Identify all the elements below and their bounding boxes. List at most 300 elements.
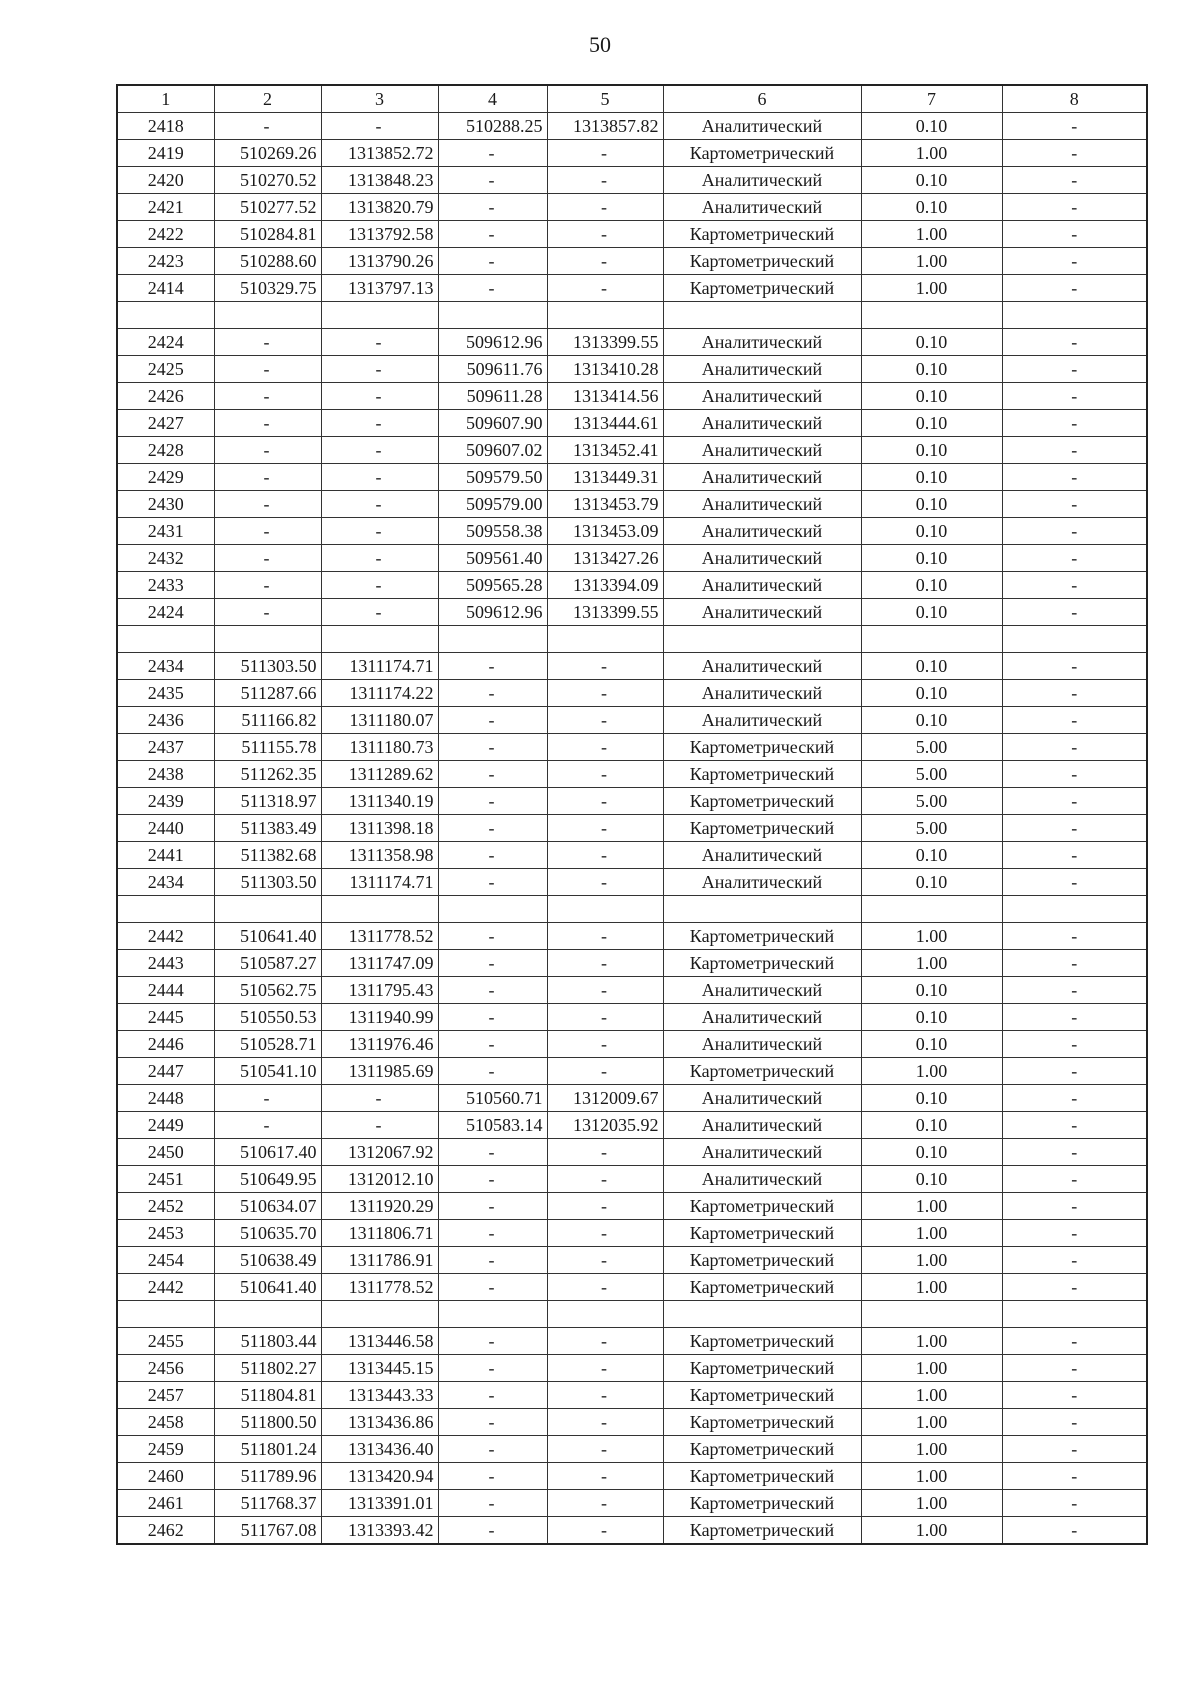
x-coord-cell: - xyxy=(214,518,321,545)
y-coord-alt-cell: 1313427.26 xyxy=(547,545,663,572)
table-row xyxy=(117,1058,1147,1085)
x-coord-alt-cell: - xyxy=(438,842,547,869)
x-coord-alt-cell: - xyxy=(438,1004,547,1031)
table-row xyxy=(117,275,1147,302)
table-row xyxy=(117,680,1147,707)
table-row xyxy=(117,194,1147,221)
method-cell: Картометрический xyxy=(663,1274,861,1301)
method-cell: Аналитический xyxy=(663,1166,861,1193)
separator-row xyxy=(117,626,1147,653)
y-coord-cell: 1313797.13 xyxy=(321,275,438,302)
table-row xyxy=(117,653,1147,680)
x-coord-cell xyxy=(214,896,321,923)
point-number-cell: 2460 xyxy=(117,1463,214,1490)
note-cell: - xyxy=(1002,1193,1147,1220)
y-coord-alt-cell xyxy=(547,626,663,653)
accuracy-cell xyxy=(861,302,1002,329)
table-row xyxy=(117,842,1147,869)
y-coord-cell: 1311180.73 xyxy=(321,734,438,761)
table-header-row xyxy=(117,85,1147,113)
x-coord-cell: 510329.75 xyxy=(214,275,321,302)
point-number-cell xyxy=(117,896,214,923)
header-cell: 8 xyxy=(1002,85,1147,113)
point-number-cell: 2434 xyxy=(117,653,214,680)
y-coord-cell: 1313420.94 xyxy=(321,1463,438,1490)
method-cell: Аналитический xyxy=(663,599,861,626)
y-coord-cell: 1313446.58 xyxy=(321,1328,438,1355)
accuracy-cell: 5.00 xyxy=(861,761,1002,788)
x-coord-alt-cell: 509612.96 xyxy=(438,329,547,356)
table-row xyxy=(117,464,1147,491)
y-coord-alt-cell: 1313394.09 xyxy=(547,572,663,599)
accuracy-cell: 1.00 xyxy=(861,221,1002,248)
x-coord-cell: - xyxy=(214,1085,321,1112)
point-number-cell: 2453 xyxy=(117,1220,214,1247)
y-coord-alt-cell: - xyxy=(547,1517,663,1545)
x-coord-alt-cell: - xyxy=(438,1517,547,1545)
point-number-cell: 2438 xyxy=(117,761,214,788)
x-coord-alt-cell: 509579.50 xyxy=(438,464,547,491)
y-coord-cell: - xyxy=(321,383,438,410)
point-number-cell: 2419 xyxy=(117,140,214,167)
accuracy-cell: 1.00 xyxy=(861,1490,1002,1517)
method-cell: Аналитический xyxy=(663,977,861,1004)
method-cell: Картометрический xyxy=(663,1193,861,1220)
point-number-cell: 2462 xyxy=(117,1517,214,1545)
method-cell xyxy=(663,896,861,923)
accuracy-cell: 1.00 xyxy=(861,950,1002,977)
note-cell: - xyxy=(1002,437,1147,464)
accuracy-cell: 1.00 xyxy=(861,1355,1002,1382)
y-coord-cell: - xyxy=(321,437,438,464)
note-cell: - xyxy=(1002,1355,1147,1382)
x-coord-cell: 511262.35 xyxy=(214,761,321,788)
x-coord-cell: 510269.26 xyxy=(214,140,321,167)
method-cell: Аналитический xyxy=(663,329,861,356)
x-coord-cell: 511318.97 xyxy=(214,788,321,815)
method-cell: Картометрический xyxy=(663,923,861,950)
y-coord-alt-cell: - xyxy=(547,653,663,680)
y-coord-alt-cell: 1312009.67 xyxy=(547,1085,663,1112)
note-cell: - xyxy=(1002,923,1147,950)
x-coord-alt-cell: 509565.28 xyxy=(438,572,547,599)
note-cell: - xyxy=(1002,1058,1147,1085)
note-cell xyxy=(1002,896,1147,923)
table-row xyxy=(117,1004,1147,1031)
x-coord-cell: 511155.78 xyxy=(214,734,321,761)
y-coord-cell: 1311289.62 xyxy=(321,761,438,788)
x-coord-alt-cell: - xyxy=(438,1193,547,1220)
point-number-cell: 2427 xyxy=(117,410,214,437)
y-coord-cell: - xyxy=(321,113,438,140)
x-coord-alt-cell: - xyxy=(438,923,547,950)
y-coord-cell: 1313443.33 xyxy=(321,1382,438,1409)
note-cell: - xyxy=(1002,869,1147,896)
y-coord-cell xyxy=(321,626,438,653)
method-cell: Аналитический xyxy=(663,572,861,599)
note-cell xyxy=(1002,1301,1147,1328)
note-cell: - xyxy=(1002,275,1147,302)
x-coord-alt-cell: - xyxy=(438,1409,547,1436)
y-coord-cell xyxy=(321,302,438,329)
header-cell: 6 xyxy=(663,85,861,113)
x-coord-cell: 510649.95 xyxy=(214,1166,321,1193)
method-cell: Картометрический xyxy=(663,815,861,842)
x-coord-cell: 511767.08 xyxy=(214,1517,321,1545)
x-coord-cell: - xyxy=(214,464,321,491)
y-coord-cell: - xyxy=(321,599,438,626)
method-cell: Картометрический xyxy=(663,1328,861,1355)
method-cell: Аналитический xyxy=(663,1031,861,1058)
y-coord-alt-cell: - xyxy=(547,1436,663,1463)
note-cell: - xyxy=(1002,1004,1147,1031)
x-coord-alt-cell: - xyxy=(438,1166,547,1193)
y-coord-alt-cell: - xyxy=(547,167,663,194)
accuracy-cell: 1.00 xyxy=(861,1517,1002,1545)
x-coord-alt-cell: 509607.02 xyxy=(438,437,547,464)
y-coord-cell: 1312067.92 xyxy=(321,1139,438,1166)
y-coord-cell: 1311340.19 xyxy=(321,788,438,815)
accuracy-cell: 0.10 xyxy=(861,1112,1002,1139)
table-row xyxy=(117,1328,1147,1355)
table-row xyxy=(117,950,1147,977)
point-number-cell: 2422 xyxy=(117,221,214,248)
x-coord-alt-cell: 510560.71 xyxy=(438,1085,547,1112)
method-cell: Аналитический xyxy=(663,545,861,572)
table-row xyxy=(117,491,1147,518)
y-coord-alt-cell: 1313414.56 xyxy=(547,383,663,410)
point-number-cell: 2459 xyxy=(117,1436,214,1463)
y-coord-cell: - xyxy=(321,572,438,599)
x-coord-cell: - xyxy=(214,383,321,410)
note-cell: - xyxy=(1002,815,1147,842)
table-row xyxy=(117,977,1147,1004)
header-cell: 4 xyxy=(438,85,547,113)
accuracy-cell: 0.10 xyxy=(861,383,1002,410)
x-coord-alt-cell: 509607.90 xyxy=(438,410,547,437)
table-row xyxy=(117,1355,1147,1382)
accuracy-cell: 1.00 xyxy=(861,275,1002,302)
note-cell: - xyxy=(1002,680,1147,707)
method-cell: Аналитический xyxy=(663,194,861,221)
x-coord-alt-cell: - xyxy=(438,275,547,302)
method-cell: Аналитический xyxy=(663,356,861,383)
point-number-cell: 2455 xyxy=(117,1328,214,1355)
y-coord-alt-cell: - xyxy=(547,221,663,248)
y-coord-cell: 1311747.09 xyxy=(321,950,438,977)
accuracy-cell: 5.00 xyxy=(861,788,1002,815)
y-coord-cell: - xyxy=(321,545,438,572)
point-number-cell: 2428 xyxy=(117,437,214,464)
y-coord-cell: 1311795.43 xyxy=(321,977,438,1004)
x-coord-cell: 510617.40 xyxy=(214,1139,321,1166)
x-coord-alt-cell: - xyxy=(438,1328,547,1355)
point-number-cell: 2439 xyxy=(117,788,214,815)
y-coord-cell xyxy=(321,1301,438,1328)
note-cell: - xyxy=(1002,1328,1147,1355)
x-coord-alt-cell: - xyxy=(438,734,547,761)
method-cell: Картометрический xyxy=(663,761,861,788)
table-row xyxy=(117,1139,1147,1166)
x-coord-alt-cell: 510288.25 xyxy=(438,113,547,140)
note-cell: - xyxy=(1002,1517,1147,1545)
y-coord-alt-cell: - xyxy=(547,1463,663,1490)
note-cell: - xyxy=(1002,545,1147,572)
y-coord-cell: - xyxy=(321,356,438,383)
table-row xyxy=(117,329,1147,356)
note-cell: - xyxy=(1002,707,1147,734)
y-coord-cell: 1311180.07 xyxy=(321,707,438,734)
y-coord-alt-cell: - xyxy=(547,1031,663,1058)
accuracy-cell: 0.10 xyxy=(861,653,1002,680)
x-coord-cell: - xyxy=(214,599,321,626)
x-coord-alt-cell: - xyxy=(438,977,547,1004)
y-coord-cell xyxy=(321,896,438,923)
accuracy-cell: 1.00 xyxy=(861,1436,1002,1463)
note-cell: - xyxy=(1002,113,1147,140)
point-number-cell: 2420 xyxy=(117,167,214,194)
accuracy-cell: 1.00 xyxy=(861,1463,1002,1490)
method-cell: Картометрический xyxy=(663,1058,861,1085)
x-coord-alt-cell xyxy=(438,896,547,923)
method-cell: Аналитический xyxy=(663,869,861,896)
x-coord-alt-cell: - xyxy=(438,167,547,194)
x-coord-cell: 511166.82 xyxy=(214,707,321,734)
table-row xyxy=(117,815,1147,842)
x-coord-cell: 510541.10 xyxy=(214,1058,321,1085)
method-cell: Аналитический xyxy=(663,707,861,734)
coordinates-table xyxy=(116,84,1148,1545)
y-coord-cell: 1311174.71 xyxy=(321,869,438,896)
point-number-cell: 2414 xyxy=(117,275,214,302)
note-cell: - xyxy=(1002,1382,1147,1409)
method-cell: Аналитический xyxy=(663,437,861,464)
point-number-cell: 2449 xyxy=(117,1112,214,1139)
point-number-cell: 2424 xyxy=(117,329,214,356)
table-row xyxy=(117,869,1147,896)
point-number-cell: 2454 xyxy=(117,1247,214,1274)
accuracy-cell: 0.10 xyxy=(861,545,1002,572)
point-number-cell: 2421 xyxy=(117,194,214,221)
x-coord-alt-cell: - xyxy=(438,1490,547,1517)
y-coord-cell: - xyxy=(321,1085,438,1112)
point-number-cell: 2423 xyxy=(117,248,214,275)
accuracy-cell: 1.00 xyxy=(861,1193,1002,1220)
y-coord-alt-cell: - xyxy=(547,734,663,761)
note-cell: - xyxy=(1002,1274,1147,1301)
accuracy-cell: 1.00 xyxy=(861,1382,1002,1409)
x-coord-alt-cell: - xyxy=(438,950,547,977)
x-coord-cell: 510277.52 xyxy=(214,194,321,221)
table-row xyxy=(117,1490,1147,1517)
accuracy-cell: 0.10 xyxy=(861,1139,1002,1166)
method-cell: Картометрический xyxy=(663,1436,861,1463)
method-cell: Аналитический xyxy=(663,1112,861,1139)
y-coord-alt-cell: - xyxy=(547,1355,663,1382)
table-row xyxy=(117,734,1147,761)
x-coord-cell: 511303.50 xyxy=(214,653,321,680)
y-coord-cell: 1311985.69 xyxy=(321,1058,438,1085)
note-cell: - xyxy=(1002,1247,1147,1274)
point-number-cell: 2442 xyxy=(117,923,214,950)
method-cell xyxy=(663,1301,861,1328)
table-row xyxy=(117,1436,1147,1463)
y-coord-cell: 1311778.52 xyxy=(321,1274,438,1301)
method-cell: Картометрический xyxy=(663,275,861,302)
y-coord-alt-cell: - xyxy=(547,707,663,734)
note-cell: - xyxy=(1002,383,1147,410)
y-coord-cell: 1311174.22 xyxy=(321,680,438,707)
y-coord-cell: 1313848.23 xyxy=(321,167,438,194)
point-number-cell: 2447 xyxy=(117,1058,214,1085)
accuracy-cell: 0.10 xyxy=(861,518,1002,545)
accuracy-cell xyxy=(861,1301,1002,1328)
note-cell: - xyxy=(1002,572,1147,599)
note-cell: - xyxy=(1002,1112,1147,1139)
x-coord-cell: 510638.49 xyxy=(214,1247,321,1274)
x-coord-cell: 511802.27 xyxy=(214,1355,321,1382)
y-coord-alt-cell xyxy=(547,896,663,923)
accuracy-cell: 0.10 xyxy=(861,1166,1002,1193)
point-number-cell: 2457 xyxy=(117,1382,214,1409)
x-coord-cell: - xyxy=(214,410,321,437)
method-cell: Картометрический xyxy=(663,221,861,248)
separator-row xyxy=(117,1301,1147,1328)
method-cell: Аналитический xyxy=(663,491,861,518)
table-row xyxy=(117,707,1147,734)
y-coord-cell: 1313391.01 xyxy=(321,1490,438,1517)
method-cell: Картометрический xyxy=(663,950,861,977)
x-coord-cell: 511303.50 xyxy=(214,869,321,896)
method-cell: Картометрический xyxy=(663,1490,861,1517)
y-coord-alt-cell: - xyxy=(547,140,663,167)
accuracy-cell: 0.10 xyxy=(861,194,1002,221)
note-cell: - xyxy=(1002,1436,1147,1463)
note-cell: - xyxy=(1002,464,1147,491)
table-row xyxy=(117,1517,1147,1545)
method-cell: Картометрический xyxy=(663,1409,861,1436)
y-coord-alt-cell: - xyxy=(547,1490,663,1517)
y-coord-cell: 1313790.26 xyxy=(321,248,438,275)
table-row xyxy=(117,1031,1147,1058)
method-cell: Картометрический xyxy=(663,1220,861,1247)
method-cell: Аналитический xyxy=(663,653,861,680)
y-coord-alt-cell: - xyxy=(547,761,663,788)
x-coord-alt-cell: - xyxy=(438,707,547,734)
method-cell: Аналитический xyxy=(663,1004,861,1031)
note-cell: - xyxy=(1002,167,1147,194)
header-cell: 5 xyxy=(547,85,663,113)
x-coord-cell: 510270.52 xyxy=(214,167,321,194)
table-row xyxy=(117,1220,1147,1247)
note-cell: - xyxy=(1002,1166,1147,1193)
method-cell: Аналитический xyxy=(663,113,861,140)
x-coord-alt-cell: 509612.96 xyxy=(438,599,547,626)
accuracy-cell: 0.10 xyxy=(861,977,1002,1004)
x-coord-alt-cell: 509611.28 xyxy=(438,383,547,410)
point-number-cell: 2434 xyxy=(117,869,214,896)
y-coord-alt-cell: - xyxy=(547,680,663,707)
point-number-cell: 2448 xyxy=(117,1085,214,1112)
point-number-cell: 2456 xyxy=(117,1355,214,1382)
x-coord-cell: 511800.50 xyxy=(214,1409,321,1436)
accuracy-cell: 0.10 xyxy=(861,491,1002,518)
x-coord-cell: 511287.66 xyxy=(214,680,321,707)
x-coord-alt-cell: 509561.40 xyxy=(438,545,547,572)
y-coord-cell: 1313792.58 xyxy=(321,221,438,248)
x-coord-cell: 510641.40 xyxy=(214,923,321,950)
x-coord-alt-cell: - xyxy=(438,248,547,275)
y-coord-alt-cell: 1313399.55 xyxy=(547,329,663,356)
note-cell: - xyxy=(1002,653,1147,680)
accuracy-cell: 0.10 xyxy=(861,437,1002,464)
note-cell: - xyxy=(1002,977,1147,1004)
y-coord-cell: 1311398.18 xyxy=(321,815,438,842)
accuracy-cell xyxy=(861,626,1002,653)
accuracy-cell: 1.00 xyxy=(861,1220,1002,1247)
point-number-cell xyxy=(117,302,214,329)
y-coord-alt-cell: - xyxy=(547,1139,663,1166)
y-coord-alt-cell: - xyxy=(547,1382,663,1409)
table-row xyxy=(117,572,1147,599)
method-cell: Картометрический xyxy=(663,140,861,167)
y-coord-alt-cell: - xyxy=(547,788,663,815)
point-number-cell: 2458 xyxy=(117,1409,214,1436)
accuracy-cell: 0.10 xyxy=(861,1085,1002,1112)
header-cell: 7 xyxy=(861,85,1002,113)
table-row xyxy=(117,1247,1147,1274)
table-row xyxy=(117,356,1147,383)
y-coord-alt-cell: - xyxy=(547,1004,663,1031)
accuracy-cell: 1.00 xyxy=(861,140,1002,167)
accuracy-cell: 0.10 xyxy=(861,707,1002,734)
method-cell: Картометрический xyxy=(663,734,861,761)
x-coord-cell: - xyxy=(214,437,321,464)
point-number-cell: 2445 xyxy=(117,1004,214,1031)
x-coord-alt-cell: - xyxy=(438,221,547,248)
point-number-cell: 2435 xyxy=(117,680,214,707)
y-coord-cell: 1311174.71 xyxy=(321,653,438,680)
method-cell xyxy=(663,626,861,653)
x-coord-cell: - xyxy=(214,491,321,518)
x-coord-cell: 511801.24 xyxy=(214,1436,321,1463)
accuracy-cell: 1.00 xyxy=(861,1328,1002,1355)
table-row xyxy=(117,167,1147,194)
y-coord-cell: 1313393.42 xyxy=(321,1517,438,1545)
point-number-cell: 2441 xyxy=(117,842,214,869)
note-cell: - xyxy=(1002,1139,1147,1166)
x-coord-alt-cell xyxy=(438,302,547,329)
note-cell: - xyxy=(1002,842,1147,869)
x-coord-cell: 510635.70 xyxy=(214,1220,321,1247)
x-coord-alt-cell: - xyxy=(438,1220,547,1247)
table-row xyxy=(117,1085,1147,1112)
table-row xyxy=(117,788,1147,815)
x-coord-cell: - xyxy=(214,572,321,599)
table-row xyxy=(117,761,1147,788)
point-number-cell: 2430 xyxy=(117,491,214,518)
y-coord-alt-cell: - xyxy=(547,194,663,221)
x-coord-alt-cell: - xyxy=(438,1031,547,1058)
y-coord-alt-cell: - xyxy=(547,842,663,869)
coordinates-table-container xyxy=(116,84,1146,1545)
x-coord-cell: 510528.71 xyxy=(214,1031,321,1058)
x-coord-alt-cell: - xyxy=(438,140,547,167)
table-row xyxy=(117,1382,1147,1409)
point-number-cell: 2442 xyxy=(117,1274,214,1301)
y-coord-alt-cell: 1313453.79 xyxy=(547,491,663,518)
method-cell: Картометрический xyxy=(663,248,861,275)
